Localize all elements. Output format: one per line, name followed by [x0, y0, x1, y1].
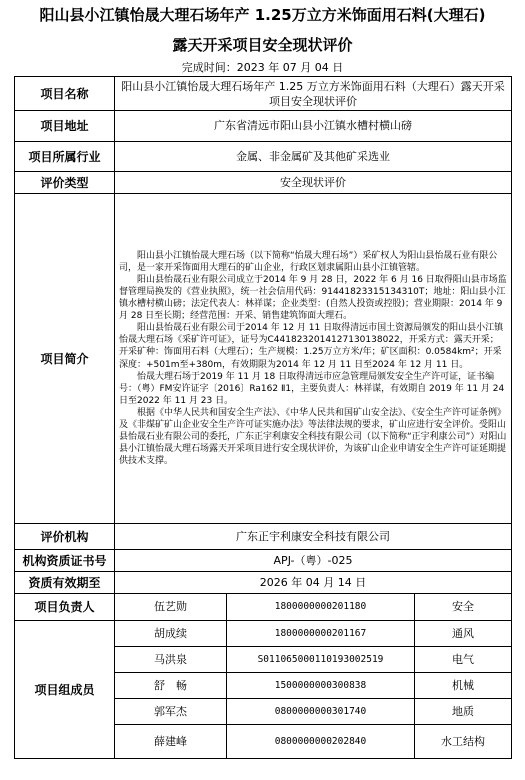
- row-eval-type: [15, 172, 512, 194]
- member-specialty: 机械: [415, 673, 512, 699]
- project-info-table: [14, 76, 512, 759]
- label-eval-type: 评价类型: [15, 172, 115, 194]
- label-cert-no: 机构资质证书号: [15, 550, 115, 572]
- row-cert-no: [15, 550, 512, 572]
- value-project-address: 广东省清远市阳山县小江镇水槽村横山磅: [115, 111, 512, 142]
- value-industry: 金属、非金属矿及其他矿采选业: [115, 142, 512, 172]
- row-leader: [15, 594, 512, 621]
- completion-time: 完成时间：2023 年 07 月 04 日: [181, 61, 344, 74]
- label-members: 项目组成员: [15, 621, 115, 759]
- intro-paragraph: 阳山县怡晟石业有限公司成立于2014 年 9 月 28 日，2022 年 6 月 16 日取得阳山县市场监督管理局换发的《营业执照》，统一社会信用代码：91441823315134310T；地址：阳山县小江镇水槽村横山磅；法定代表人：林祥谋；企业类型：(自然人投资或控股)；营业期限：2014 年 9 月 28 日至长期；经营范围：开采、销售建筑饰面大理石。: [119, 274, 507, 322]
- member-specialty: 电气: [415, 647, 512, 673]
- member-specialty: 地质: [415, 699, 512, 725]
- intro-paragraph: 怡晟大理石场于2019 年 11 月 18 日取得清远市应急管理局颁发安全生产许可证，证书编号：（粤）FM安许证字〔2016〕Ra162 Ⅱ1，主要负责人：林祥谋，有效期自 2019 年 11 月 24 日至2022 年 11 月 23 日。: [119, 371, 505, 406]
- member-cert: S011065000110193002519: [227, 647, 415, 673]
- leader-cert: 1800000000201180: [227, 594, 415, 621]
- member-cert: 0800000000202840: [227, 725, 415, 759]
- leader-name: 伍艺勋: [115, 594, 227, 621]
- member-cert: 1500000000300838: [227, 673, 415, 699]
- value-cert-no: APJ-（粤）-025: [115, 550, 512, 572]
- intro-paragraph: 根据《中华人民共和国安全生产法》、《中华人民共和国矿山安全法》、《安全生产许可证条例》及《非煤矿矿山企业安全生产许可证实施办法》等法律法规的要求，矿山应进行安全评价。受阳山县怡晟石业有限公司的委托，广东正宇利康安全科技有限公司（以下简称“正宇利康公司”）对阳山县小江镇怡晟大理石场露天开采项目进行安全现状评价，为该矿山企业申请安全生产许可证延期提供技术支撑。: [119, 407, 507, 467]
- row-industry: [15, 142, 512, 172]
- label-validity: 资质有效期至: [15, 572, 115, 594]
- label-industry: 项目所属行业: [15, 142, 115, 172]
- label-project-name: 项目名称: [15, 77, 115, 111]
- member-cert: 1800000000201167: [227, 621, 415, 647]
- member-name: 马洪泉: [115, 647, 227, 673]
- leader-specialty: 安全: [415, 594, 512, 621]
- value-agency: 广东正宇利康安全科技有限公司: [115, 524, 512, 550]
- member-name: 薛建峰: [115, 725, 227, 759]
- value-project-name: 阳山县小江镇怡晟大理石场年产 1.25 万立方米饰面用石料（大理石）露天开采项目安全现状评价: [115, 77, 512, 111]
- member-cert: 0800000000301740: [227, 699, 415, 725]
- row-member: [15, 621, 512, 647]
- label-project-address: 项目地址: [15, 111, 115, 142]
- row-validity: [15, 572, 512, 594]
- intro-paragraph: 阳山县小江镇怡晟大理石场（以下简称“怡晟大理石场”）采矿权人为阳山县怡晟石业有限公司，是一家开采饰面用大理石的矿山企业，行政区划隶属阳山县小江镇管辖。: [119, 250, 498, 273]
- value-eval-type: 安全现状评价: [115, 172, 512, 194]
- member-specialty: 通风: [415, 621, 512, 647]
- row-project-address: [15, 111, 512, 142]
- report-title-line2: 露天开采项目安全现状评价: [172, 36, 353, 54]
- member-name: 胡成续: [115, 621, 227, 647]
- row-agency: [15, 524, 512, 550]
- value-validity: 2026 年 04 月 14 日: [115, 572, 512, 594]
- label-agency: 评价机构: [15, 524, 115, 550]
- row-intro: [15, 194, 512, 524]
- label-intro: 项目简介: [15, 194, 115, 524]
- member-name: 郭军杰: [115, 699, 227, 725]
- row-project-name: [15, 77, 512, 111]
- report-title-line1: 阳山县小江镇怡晟大理石场年产 1.25万立方米饰面用石料(大理石): [39, 6, 486, 24]
- member-name: 舒 畅: [115, 673, 227, 699]
- value-intro: [115, 194, 512, 524]
- intro-paragraph: 阳山县怡晟石业有限公司于2014 年 12 月 11 日取得清远市国土资源局颁发的阳山县小江镇怡晟大理石场《采矿许可证》，证号为C4418232014127130138022，开采方式：露天开采；开采矿种：饰面用石料（大理石）；生产规模：1.25万立方米/年；矿区面积：0.0584km²；开采深度：+501m至+380m，有效期限为2014 年 12 月 11 日至2024 年 12 月 11 日。: [119, 323, 504, 370]
- member-specialty: 水工结构: [415, 725, 512, 759]
- label-leader: 项目负责人: [15, 594, 115, 621]
